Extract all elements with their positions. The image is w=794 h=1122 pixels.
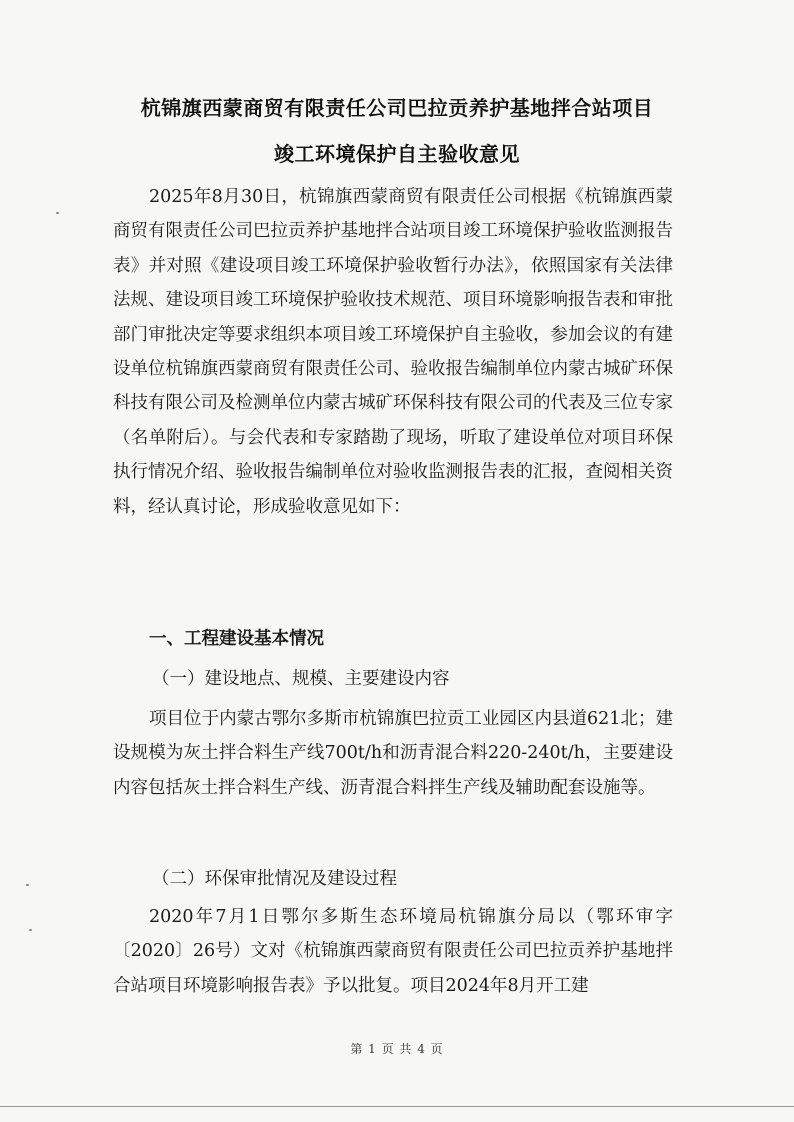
document-title-line2: 竣工环境保护自主验收意见 xyxy=(274,142,520,166)
page-footer: 第 1 页 共 4 页 xyxy=(350,1042,444,1056)
scan-speck xyxy=(56,212,59,214)
scan-speck xyxy=(29,929,32,931)
scan-edge-line xyxy=(0,1106,794,1107)
approval-paragraph: 2020年7月1日鄂尔多斯生态环境局杭锦旗分局以（鄂环审字〔2020〕26号）文对《杭锦旗西蒙商贸有限责任公司巴拉贡养护基地拌合站项目环境影响报告表》予以批复。项目2024年8月开工建 xyxy=(113,907,673,996)
intro-paragraph: 2025年8月30日，杭锦旗西蒙商贸有限责任公司根据《杭锦旗西蒙商贸有限责任公司巴拉贡养护基地拌合站项目竣工环境保护验收监测报告表》并对照《建设项目竣工环境保护验收暂行办法》，依照国家有关法律法规、建设项目竣工环境保护验收技术规范、项目环境影响报告表和审批部门审批决定等要求组织本项目竣工环境保护自主验收，参加会议的有建设单位杭锦旗西蒙商贸有限责任公司、验收报告编制单位内蒙古城矿环保科技有限公司及检测单位内蒙古城矿环保科技有限公司的代表及三位专家（名单附后）。与会代表和专家踏勘了现场，听取了建设单位对项目环保执行情况介绍、验收报告编制单位对验收监测报告表的汇报，查阅相关资料，经认真讨论，形成验收意见如下： xyxy=(113,187,673,517)
section-heading-construction: 一、工程建设基本情况 xyxy=(149,629,324,649)
scan-speck xyxy=(26,884,29,886)
subsection-heading-location: （一）建设地点、规模、主要建设内容 xyxy=(152,669,450,689)
location-paragraph: 项目位于内蒙古鄂尔多斯市杭锦旗巴拉贡工业园区内县道621北；建设规模为灰土拌合料生产线700t/h和沥青混合料220-240t/h，主要建设内容包括灰土拌合料生产线、沥青混合料拌生产线及辅助配套设施等。 xyxy=(113,709,673,798)
subsection-heading-approval: （二）环保审批情况及建设过程 xyxy=(152,869,397,889)
document-title-line1: 杭锦旗西蒙商贸有限责任公司巴拉贡养护基地拌合站项目 xyxy=(140,96,654,120)
